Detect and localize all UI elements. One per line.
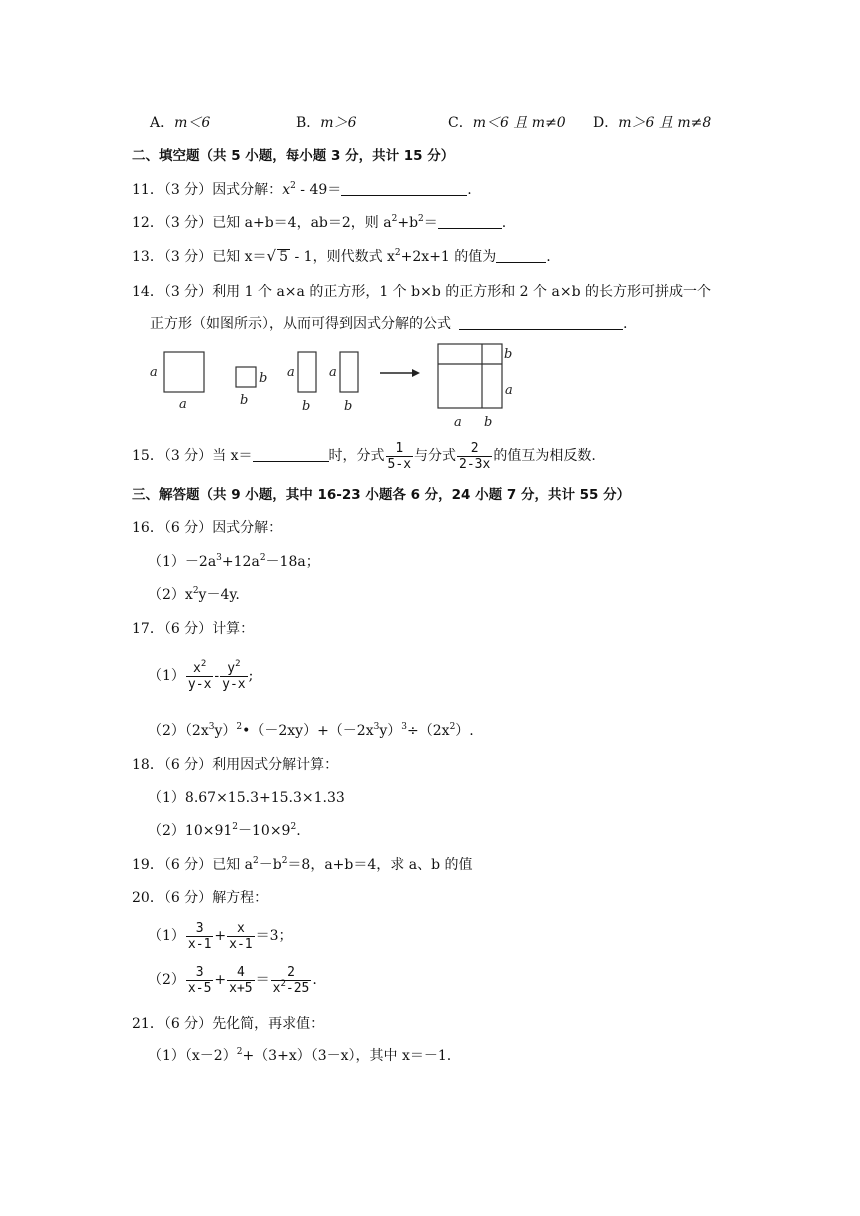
q20-plus2: +	[214, 972, 227, 988]
q21-text: 先化简，再求值：	[212, 1016, 325, 1032]
q14-number: 14．	[132, 284, 164, 300]
q20-e-num: 2	[287, 964, 295, 980]
big-square-a-bottom: a	[454, 415, 462, 430]
q11-answer-blank[interactable]	[341, 181, 467, 196]
question-19	[132, 855, 472, 875]
option-b-text: m＞6	[320, 115, 357, 131]
rect-ab-1	[298, 352, 316, 392]
q17-f2-den: y-x	[222, 676, 246, 692]
q20-p2-end: .	[312, 972, 317, 988]
q20-c-num: 3	[195, 964, 204, 980]
question-21	[132, 1014, 324, 1034]
q15-fraction-2	[457, 441, 492, 472]
q20-e-den-base: x	[272, 980, 281, 996]
q20-eq: ＝	[255, 972, 270, 988]
q17-p2-b: y）	[214, 723, 237, 739]
q20-d-den: x+5	[229, 980, 253, 996]
q20-d-num: 4	[236, 964, 245, 980]
q13-end: .	[546, 249, 551, 265]
q15-text-4: 的值互为相反数.	[493, 448, 596, 464]
q19-points: （6 分）	[163, 857, 213, 873]
question-20	[132, 888, 268, 908]
q14-text-2: 正方形（如图所示），从而可得到因式分解的公式	[150, 316, 451, 332]
square-a	[164, 352, 204, 392]
q15-text-3: 与分式	[414, 448, 457, 464]
rect-ab-1-side-label: a	[287, 365, 295, 380]
q13-rest: +2x+1 的值为	[400, 249, 497, 265]
q17-p2-d: y）	[379, 723, 402, 739]
q15-answer-blank[interactable]	[253, 447, 329, 462]
q15-text-2: 时，分式	[328, 448, 385, 464]
q20-fraction-b	[227, 921, 254, 952]
square-b-side-label: b	[259, 371, 268, 386]
q17-p2-f: ÷（2x	[407, 723, 450, 739]
q11-var: x	[282, 182, 291, 198]
big-square-b-bottom: b	[484, 415, 493, 430]
q17-fraction-2	[220, 658, 247, 692]
arrow-head-icon	[412, 369, 420, 377]
rect-ab-2-side-label: a	[329, 365, 337, 380]
q15-f2-num: 2	[470, 440, 479, 456]
q17-part-2	[148, 721, 474, 741]
q18-part-1: （1）8.67×15.3+15.3×1.33	[148, 790, 345, 806]
q18-p2-b: －10×9	[238, 823, 291, 839]
q11-exp: 2	[290, 181, 296, 191]
q18-points: （6 分）	[163, 757, 213, 773]
q15-f2-den: 2-3x	[459, 456, 491, 472]
q17-f1-num-exp: 2	[200, 658, 207, 669]
q17-p1-label: （1）	[148, 668, 185, 684]
q17-p2-e5: 2	[449, 722, 456, 732]
q17-number: 17．	[132, 621, 164, 637]
q20-fraction-a	[186, 921, 213, 952]
q13-text: 已知 x＝	[212, 249, 267, 265]
q14-text-1: 利用 1 个 a×a 的正方形，1 个 b×b 的正方形和 2 个 a×b 的长方形可拼成一个	[212, 284, 711, 300]
option-c-label: C．	[448, 115, 473, 131]
square-a-side-label: a	[150, 365, 158, 380]
q20-a-num: 3	[195, 920, 204, 936]
q15-f1-num: 1	[395, 440, 404, 456]
q16-part-2	[148, 585, 240, 605]
q18-p2-c: .	[296, 823, 301, 839]
question-16	[132, 518, 282, 538]
q13-number: 13．	[132, 249, 164, 265]
q17-f2-num	[220, 658, 247, 676]
q20-e-den-rest: -25	[285, 980, 310, 996]
q11-text: 因式分解：	[212, 182, 283, 198]
q20-p1-label: （1）	[148, 928, 185, 944]
q14-figure	[140, 340, 540, 430]
q20-p1-end: ＝3；	[255, 928, 293, 944]
q20-fraction-e	[271, 965, 312, 996]
q21-points: （6 分）	[163, 1016, 213, 1032]
q14-end: .	[623, 316, 628, 332]
option-b-label: B．	[296, 115, 321, 131]
q15-points: （3 分）	[163, 448, 213, 464]
rect-ab-2-bottom-label: b	[344, 399, 353, 414]
q13-exp: 2	[394, 248, 401, 258]
q16-p1-c: －18a；	[265, 554, 320, 570]
q19-number: 19．	[132, 857, 164, 873]
q17-f2-num-base: y	[227, 660, 236, 676]
option-a-label: A．	[150, 115, 175, 131]
q19-a: 已知 a	[212, 857, 253, 873]
q13-answer-blank[interactable]	[496, 248, 546, 263]
q17-f1-num	[186, 658, 213, 676]
q21-p1-a: （1）（x－2）	[148, 1048, 237, 1064]
question-11	[132, 180, 472, 200]
q15-number: 15．	[132, 448, 164, 464]
q20-part-2	[148, 960, 317, 1000]
square-b-bottom-label: b	[240, 393, 249, 408]
q17-p2-g: ）.	[455, 723, 474, 739]
q16-p1-a: （1）－2a	[148, 554, 217, 570]
sqrt-icon: √	[266, 247, 277, 265]
q12-eq: ＝	[423, 215, 438, 231]
q17-text: 计算：	[212, 621, 255, 637]
q21-p1-e: 2	[236, 1047, 243, 1057]
q21-p1-b: +（3+x）（3－x），其中 x＝－1.	[242, 1048, 452, 1064]
q18-p2-a: （2）10×91	[148, 823, 233, 839]
option-c	[448, 113, 566, 133]
q12-exp2: 2	[418, 214, 424, 224]
q14-points: （3 分）	[163, 284, 213, 300]
q13-after: - 1，则代数式 x	[290, 249, 395, 265]
q15-fraction-1	[386, 441, 413, 472]
square-b	[236, 367, 256, 387]
q16-p2-a: （2）x	[148, 587, 193, 603]
q18-number: 18．	[132, 757, 164, 773]
q17-p2-e2: 2	[236, 722, 243, 732]
q17-f2-num-exp: 2	[235, 658, 241, 669]
q19-c: ＝8，a+b＝4，求 a、b 的值	[287, 857, 473, 873]
q20-part-1	[148, 918, 293, 954]
q20-e-den	[271, 980, 312, 996]
question-13	[132, 246, 551, 267]
q13-points: （3 分）	[163, 249, 213, 265]
q16-part-1	[148, 552, 320, 572]
q11-number: 11．	[132, 182, 164, 198]
q16-p1-e2: 2	[259, 553, 266, 563]
q20-plus: +	[214, 928, 227, 944]
q12-number: 12．	[132, 215, 164, 231]
q17-p1-end: ;	[248, 668, 254, 684]
q20-points: （6 分）	[163, 890, 213, 906]
q11-end: .	[467, 182, 472, 198]
q17-p2-c: •（－2xy）+（－2x	[242, 723, 374, 739]
option-a	[150, 113, 210, 133]
q12-answer-blank[interactable]	[438, 214, 502, 229]
q12-points: （3 分）	[163, 215, 213, 231]
big-square-b-right: b	[504, 347, 513, 362]
q14-answer-blank[interactable]	[459, 315, 623, 330]
square-a-bottom-label: a	[179, 397, 187, 412]
big-square-a-right: a	[505, 383, 513, 398]
question-14-line1	[132, 282, 711, 302]
q18-p2-e1: 2	[232, 822, 239, 832]
option-a-text: m＜6	[174, 115, 211, 131]
q15-f1-den: 5-x	[387, 456, 412, 472]
q21-part-1	[148, 1046, 451, 1066]
q20-fraction-d	[227, 965, 254, 996]
question-15	[132, 438, 596, 474]
option-d-text: m＞6 且 m≠8	[618, 115, 712, 131]
q16-p1-e1: 3	[216, 553, 222, 563]
q20-fraction-c	[186, 965, 213, 996]
q18-part-2	[148, 821, 301, 841]
q17-fraction-1	[186, 658, 213, 692]
big-square	[438, 344, 502, 408]
q17-f1-den: y-x	[187, 676, 212, 692]
q17-p2-e1: 3	[208, 722, 215, 732]
q16-points: （6 分）	[163, 520, 213, 536]
option-d-label: D．	[593, 115, 619, 131]
q12-exp1: 2	[391, 214, 398, 224]
q19-e2: 2	[281, 856, 288, 866]
rect-ab-2	[340, 352, 358, 392]
q21-number: 21．	[132, 1016, 164, 1032]
question-17	[132, 619, 254, 639]
q11-points: （3 分）	[163, 182, 213, 198]
q20-text: 解方程：	[212, 890, 269, 906]
question-14-line2	[150, 314, 627, 334]
question-12	[132, 213, 506, 233]
q11-expr: - 49＝	[295, 182, 342, 198]
q19-b: －b	[258, 857, 282, 873]
q17-p2-e3: 3	[373, 722, 380, 732]
q20-a-den: x-1	[187, 936, 212, 952]
section-2-heading: 二、填空题（共 5 小题，每小题 3 分，共计 15 分）	[132, 148, 455, 164]
q20-c-den: x-5	[187, 980, 212, 996]
q16-p1-b: +12a	[221, 554, 260, 570]
section-3-heading: 三、解答题（共 9 小题，其中 16-23 小题各 6 分，24 小题 7 分，共计 55 分）	[132, 487, 631, 503]
q20-e-den-exp: 2	[280, 978, 286, 989]
rect-ab-1-bottom-label: b	[302, 399, 311, 414]
q17-minus: -	[214, 668, 220, 684]
q17-p2-a: （2）（2x	[148, 723, 209, 739]
q17-points: （6 分）	[163, 621, 213, 637]
q16-p2-e: 2	[192, 586, 199, 596]
option-c-text: m＜6 且 m≠0	[472, 115, 566, 131]
q13-radicand: 5	[279, 249, 289, 265]
q19-e1: 2	[252, 856, 259, 866]
q20-p2-label: （2）	[148, 972, 185, 988]
q12-mid: +b	[397, 215, 419, 231]
option-b	[296, 113, 356, 133]
q15-text-1: 当 x＝	[212, 448, 253, 464]
q20-b-den: x-1	[229, 936, 253, 952]
q12-end: .	[501, 215, 507, 231]
q16-text: 因式分解：	[212, 520, 283, 536]
q20-number: 20．	[132, 890, 164, 906]
q17-f1-num-base: x	[193, 660, 201, 676]
q16-number: 16．	[132, 520, 164, 536]
q17-part-1	[148, 656, 253, 696]
q16-p2-b: y－4y.	[198, 587, 240, 603]
q20-b-num: x	[236, 920, 245, 936]
q18-text: 利用因式分解计算：	[212, 757, 339, 773]
q18-p2-e2: 2	[290, 822, 297, 832]
q12-text: 已知 a+b＝4，ab＝2，则 a	[212, 215, 392, 231]
option-d	[593, 113, 711, 133]
question-18	[132, 755, 338, 775]
q17-p2-e4: 3	[401, 722, 408, 732]
